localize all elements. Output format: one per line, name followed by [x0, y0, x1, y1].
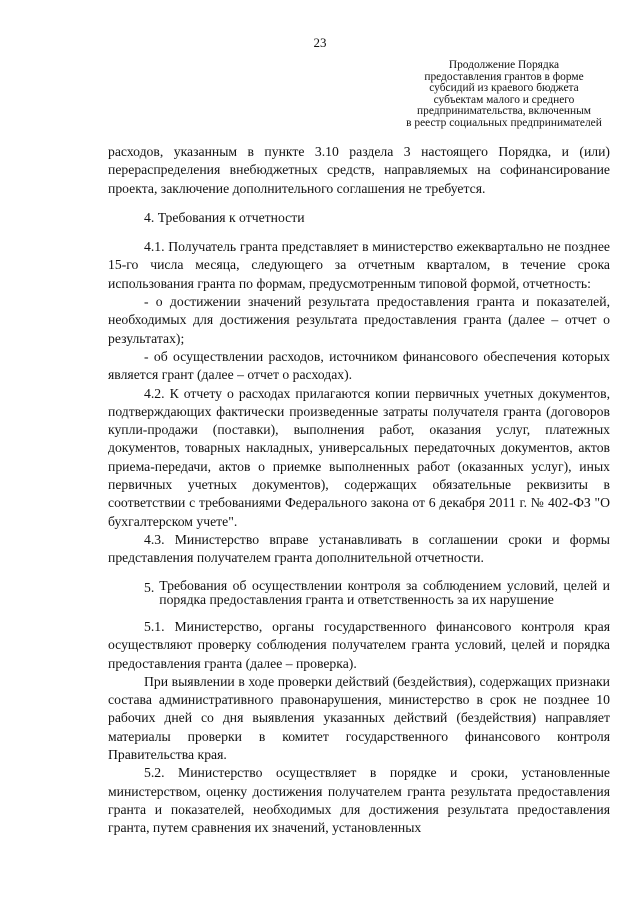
paragraph-4-1: 4.1. Получатель гранта представляет в министерство ежеквартально не позднее 15-го числа месяца, следующего за отчетным кварталом, в течение срока использования гранта по формам, предусмотренным типовой формой, отчетность:: [108, 239, 610, 291]
page-number: 23: [313, 35, 327, 50]
header-line: предпринимательства, включенным: [417, 105, 591, 118]
list-item-results-report: - о достижении значений результата предоставления гранта и показателей, необходимых для достижения результата предоставления гранта (далее – отчет о результатах);: [108, 294, 610, 346]
continuation-paragraph: расходов, указанным в пункте 3.10 раздела 3 настоящего Порядка, и (или) перераспределения внебюджетных средств, направляемых на софинансирование проекта, заключение дополнительного соглашения не требуется.: [108, 144, 610, 196]
header-line: Продолжение Порядка: [448, 59, 560, 71]
header-line: субъектам малого и среднего: [433, 93, 575, 106]
running-header: [380, 60, 628, 130]
document-body: [108, 143, 610, 838]
section-5-number: 5.: [144, 579, 155, 595]
paragraph-4-3: 4.3. Министерство вправе устанавливать в соглашении сроки и формы представления получателем гранта дополнительной отчетности.: [108, 531, 610, 566]
header-line: в реестр социальных предпринимателей: [406, 116, 602, 129]
list-item-expenses-report: - об осуществлении расходов, источником финансового обеспечения которых является грант (далее – отчет о расходах).: [108, 348, 610, 383]
paragraph-5-1-continued: При выявлении в ходе проверки действий (бездействия), содержащих признаки состава административного правонарушения, министерство в срок не позднее 10 рабочих дней со дня выявления указанных действий (бездействия) направляет материалы проверки в комитет государственного финансового контроля Правительства края.: [108, 673, 610, 763]
paragraph-5-1: 5.1. Министерство, органы государственного финансового контроля края осуществляют проверку соблюдения получателем гранта условий, целей и порядка предоставления гранта (далее – проверка).: [108, 618, 610, 671]
paragraph-4-2: 4.2. К отчету о расходах прилагаются копии первичных учетных документов, подтверждающих фактически произведенные затраты получателя гранта (договоров купли-продажи (поставки), выполнения работ, оказания услуг, платежных документов, товарных накладных, универсальных передаточных документов, актов приема-передачи, актов о приемке выполненных работ (оказанных услуг), иных первичных учетных документов), содержащих обязательные реквизиты в соответствии с требованиями Федерального закона от 6 декабря 2011 г. № 402-ФЗ "О бухгалтерском учете".: [108, 385, 610, 529]
section-5-title: Требования об осуществлении контроля за соблюдением условий, целей и порядка предоставления гранта и ответственность за их нарушение: [159, 577, 610, 607]
header-line: предоставления грантов в форме: [424, 70, 584, 83]
section-4-heading: 4. Требования к отчетности: [144, 209, 305, 225]
header-line: субсидий из краевого бюджета: [429, 82, 579, 95]
paragraph-5-2: 5.2. Министерство осуществляет в порядке и сроки, установленные министерством, оценку достижения получателем гранта результата предоставления гранта и показателей, необходимых для достижения результата предоставления гранта, путем сравнения их значений, установленных: [108, 765, 610, 836]
section-5-heading: [108, 579, 610, 607]
